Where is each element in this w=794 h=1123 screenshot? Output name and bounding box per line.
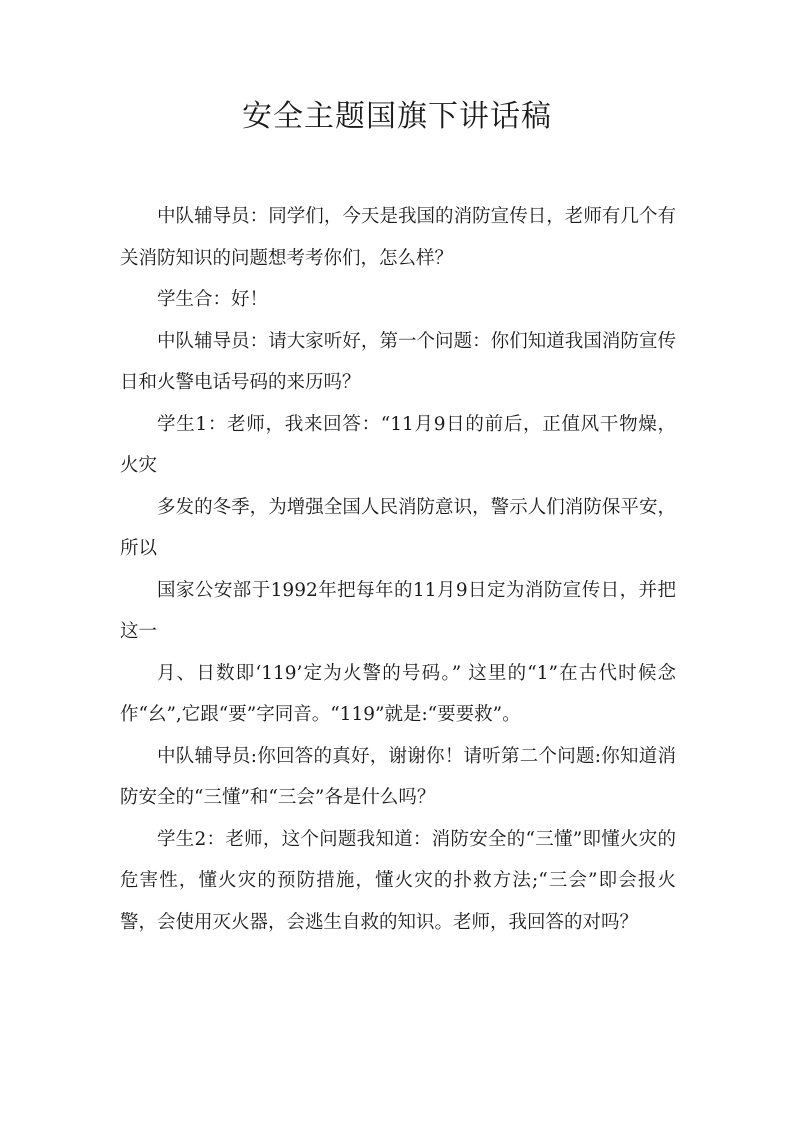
paragraph: 学生1：老师，我来回答：“11月9日的前后，正值风干物燥，火灾	[120, 413, 676, 476]
paragraph: 国家公安部于1992年把每年的11月9日定为消防宣传日，并把这一	[120, 579, 676, 642]
paragraph: 多发的冬季，为增强全国人民消防意识，警示人们消防保平安，所以	[120, 496, 676, 559]
paragraph: 中队辅导员：同学们，今天是我国的消防宣传日，老师有几个有关消防知识的问题想考考你们，怎么样？	[120, 206, 676, 269]
document-title: 安全主题国旗下讲话稿	[242, 99, 552, 134]
paragraph: 学生2：老师，这个问题我知道：消防安全的“三懂”即懂火灾的危害性，懂火灾的预防措施，懂火灾的扑救方法;“三会”即会报火警，会使用灭火器，会逃生自救的知识。老师，我回答的对吗？	[120, 828, 676, 933]
paragraph: 中队辅导员:你回答的真好，谢谢你！请听第二个问题:你知道消防安全的“三懂”和“三会”各是什么吗？	[120, 745, 676, 808]
paragraph: 中队辅导员：请大家听好，第一个问题：你们知道我国消防宣传日和火警电话号码的来历吗？	[120, 330, 676, 393]
paragraph: 月、日数即‘119’定为火警的号码。” 这里的“1”在古代时候念作“幺”,它跟“要”字同音。“119”就是:“要要救”。	[120, 662, 676, 725]
document-body	[120, 196, 676, 943]
paragraph: 学生合：好！	[157, 289, 269, 310]
